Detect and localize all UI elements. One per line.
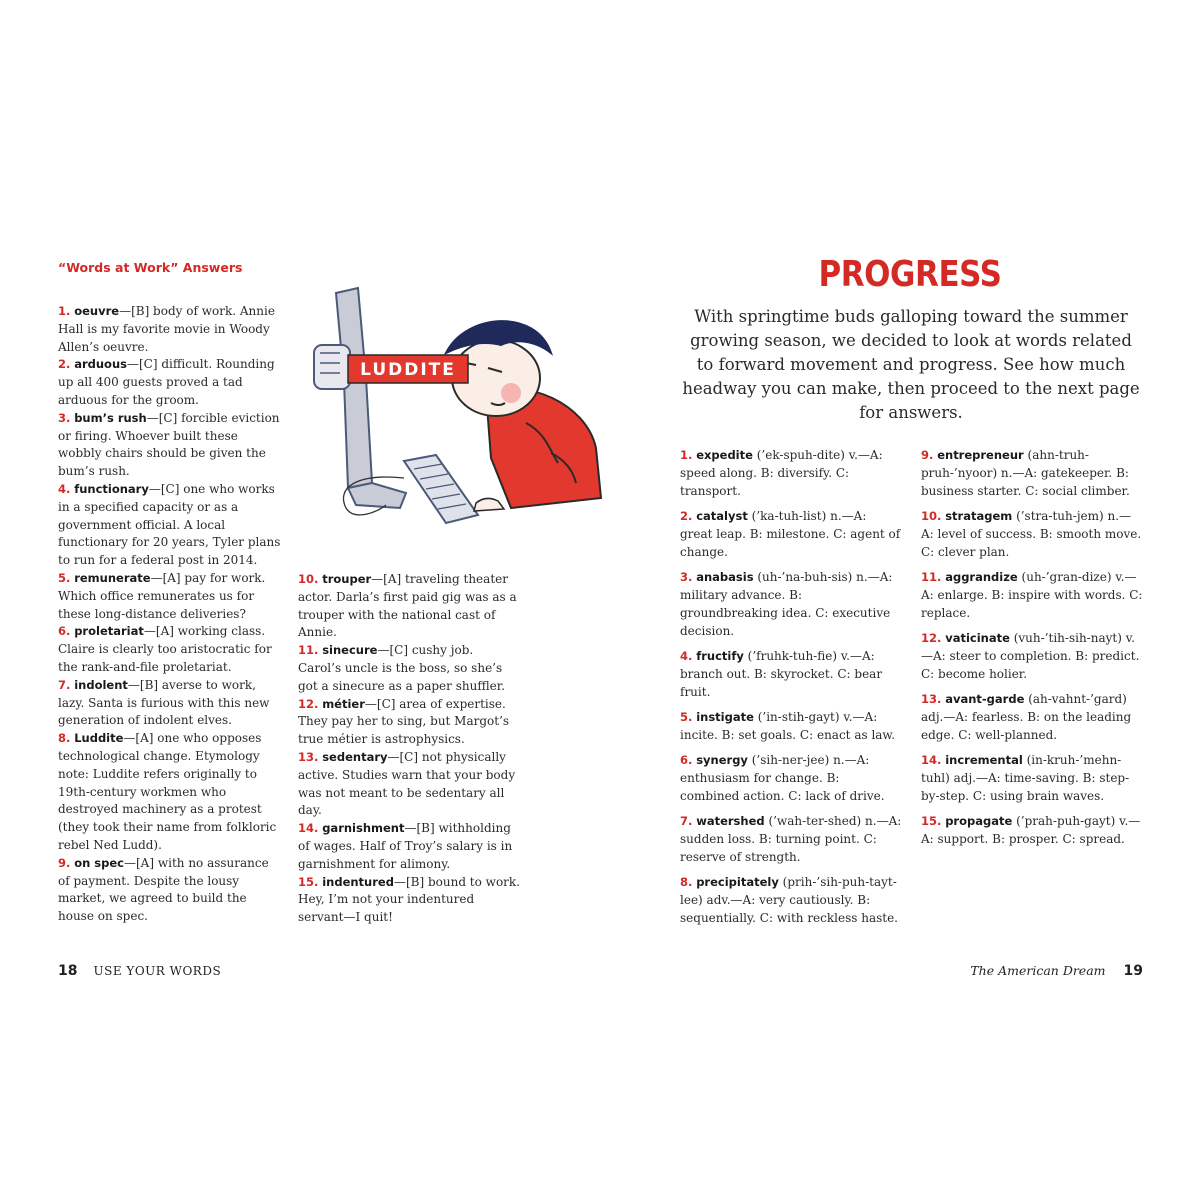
entry-number: 15. <box>921 814 942 828</box>
entry-number: 3. <box>58 410 71 425</box>
entry-number: 5. <box>680 710 693 724</box>
answers-column-2 <box>298 571 520 927</box>
answer-entry <box>298 749 520 820</box>
entry-text: —[B] averse to work, lazy. Santa is furious with this new generation of indolent elves. <box>58 677 270 728</box>
entry-term: anabasis <box>696 570 754 584</box>
entry-term: sinecure <box>322 643 378 658</box>
entry-text: —[A] pay for work. Which office remunerates us for these long-distance deliveries? <box>58 570 266 621</box>
question-entry <box>921 751 1143 805</box>
entry-text: (’ek-spuh-dite) v.—A: speed along. B: diversify. C: transport. <box>680 448 883 498</box>
question-entry <box>680 507 902 561</box>
page-number-left: 18 <box>58 963 78 979</box>
entry-number: 6. <box>58 624 71 639</box>
entry-term: proletariat <box>74 624 144 639</box>
entry-number: 14. <box>921 753 942 767</box>
entry-term: precipitately <box>696 875 779 889</box>
question-entry <box>680 708 902 744</box>
answer-entry <box>298 820 520 873</box>
entry-term: propagate <box>945 814 1013 828</box>
entry-term: garnishment <box>322 821 405 836</box>
page-title: PROGRESS <box>818 254 1002 295</box>
machine-arm-drawing <box>314 288 406 508</box>
entry-term: expedite <box>696 448 753 462</box>
entry-text: (in-kruh-’mehn-tuhl) adj.—A: time-saving. B: step-by-step. C: using brain waves. <box>921 753 1130 803</box>
entry-number: 10. <box>298 572 319 586</box>
answers-column-1 <box>58 303 282 926</box>
entry-number: 10. <box>921 509 942 523</box>
entry-text: —[C] one who works in a specified capacity or as a government official. A local functionary for 20 years, Tyler plans to run for a federal post in 2014. <box>58 481 281 568</box>
luddite-illustration <box>296 283 606 553</box>
question-entry <box>680 812 902 866</box>
entry-term: indentured <box>322 874 394 889</box>
entry-number: 12. <box>298 696 319 711</box>
entry-text: (’in-stih-gayt) v.—A: incite. B: set goals. C: enact as law. <box>680 710 896 742</box>
entry-number: 4. <box>680 649 693 663</box>
entry-term: bum’s rush <box>74 410 147 425</box>
answers-heading: “Words at Work” Answers <box>58 260 243 275</box>
answer-entry <box>58 481 282 570</box>
question-entry <box>921 568 1143 622</box>
banner-text: LUDDITE <box>360 360 456 380</box>
entry-text: (’wah-ter-shed) n.—A: sudden loss. B: turning point. C: reserve of strength. <box>680 814 902 864</box>
entry-text: (’prah-puh-gayt) v.—A: support. B: prosper. C: spread. <box>921 814 1141 846</box>
entry-text: —[B] body of work. Annie Hall is my favorite movie in Woody Allen’s oeuvre. <box>58 304 275 354</box>
entry-number: 1. <box>58 304 71 318</box>
answer-entry <box>298 571 520 642</box>
running-head-left: USE YOUR WORDS <box>93 964 222 978</box>
entry-text: (uh-’gran-dize) v.—A: enlarge. B: inspire with words. C: replace. <box>921 570 1143 620</box>
entry-number: 4. <box>58 481 71 496</box>
entry-text: —[B] withholding of wages. Half of Troy’s salary is in garnishment for alimony. <box>298 821 513 871</box>
entry-term: aggrandize <box>945 570 1018 584</box>
entry-number: 2. <box>58 357 71 372</box>
answer-entry <box>58 356 282 409</box>
entry-term: on spec <box>74 855 124 870</box>
entry-number: 7. <box>680 814 693 828</box>
entry-number: 15. <box>298 874 319 889</box>
entry-number: 13. <box>921 692 942 706</box>
running-head-right: The American Dream <box>970 963 1106 978</box>
entry-number: 7. <box>58 677 71 692</box>
question-entry <box>921 446 1143 500</box>
answer-entry <box>58 677 282 730</box>
entry-text: (’fruhk-tuh-fie) v.—A: branch out. B: skyrocket. C: bear fruit. <box>680 649 883 699</box>
entry-text: —[A] working class. Claire is clearly too aristocratic for the rank-and-file proletariat. <box>58 624 272 674</box>
entry-text: (prih-’sih-puh-tayt-lee) adv.—A: very cautiously. B: sequentially. C: with reckless haste. <box>680 875 898 925</box>
entry-number: 8. <box>680 875 693 889</box>
entry-text: —[A] with no assurance of payment. Despite the lousy market, we agreed to build the house on spec. <box>58 855 269 924</box>
entry-term: oeuvre <box>74 304 120 318</box>
entry-term: incremental <box>945 753 1023 767</box>
answer-entry <box>58 303 282 356</box>
entry-term: synergy <box>696 753 748 767</box>
question-entry <box>921 629 1143 683</box>
entry-text: —[C] area of expertise. They pay her to sing, but Margot’s true métier is astrophysics. <box>298 696 510 747</box>
entry-text: (vuh-’tih-sih-nayt) v.—A: steer to completion. B: predict. C: become holier. <box>921 631 1140 681</box>
entry-text: —[C] forcible eviction or firing. Whoever built these wobbly chairs should be given the bum’s rush. <box>58 410 280 479</box>
entry-term: Luddite <box>74 731 124 746</box>
answer-entry <box>298 874 520 927</box>
answer-entry <box>58 730 282 855</box>
question-entry <box>921 507 1143 561</box>
question-entry <box>680 647 902 701</box>
entry-term: trouper <box>322 572 372 586</box>
entry-term: indolent <box>74 677 128 692</box>
entry-term: arduous <box>74 357 127 372</box>
entry-number: 6. <box>680 753 693 767</box>
answer-entry <box>298 696 520 749</box>
entry-number: 14. <box>298 821 319 836</box>
question-entry <box>921 812 1143 848</box>
entry-text: (ahn-truh-pruh-’nyoor) n.—A: gatekeeper. B: business starter. C: social climber. <box>921 448 1130 498</box>
entry-term: vaticinate <box>945 631 1010 645</box>
entry-number: 9. <box>921 448 934 462</box>
entry-number: 1. <box>680 448 693 462</box>
entry-term: fructify <box>696 649 744 663</box>
entry-text: (’sih-ner-jee) n.—A: enthusiasm for change. B: combined action. C: lack of drive. <box>680 753 885 803</box>
entry-number: 3. <box>680 570 693 584</box>
luddite-person-drawing <box>446 321 601 511</box>
entry-text: (ah-vahnt-’gard) adj.—A: fearless. B: on the leading edge. C: well-planned. <box>921 692 1132 742</box>
questions-column-1 <box>680 446 902 934</box>
left-page-footer <box>58 963 221 979</box>
entry-number: 11. <box>298 643 319 658</box>
questions-column-2 <box>921 446 1143 855</box>
entry-number: 8. <box>58 731 71 746</box>
entry-term: avant-garde <box>945 692 1025 706</box>
answer-entry <box>58 855 282 926</box>
answer-entry <box>58 570 282 623</box>
entry-text: (’stra-tuh-jem) n.—A: level of success. B: smooth move. C: clever plan. <box>921 509 1142 559</box>
entry-number: 9. <box>58 855 71 870</box>
entry-term: métier <box>322 696 365 711</box>
entry-number: 5. <box>58 570 71 585</box>
entry-text: —[B] bound to work. Hey, I’m not your indentured servant—I quit! <box>298 874 520 925</box>
entry-text: (uh-’na-buh-sis) n.—A: military advance. B: groundbreaking idea. C: executive decision. <box>680 570 893 638</box>
question-entry <box>680 873 902 927</box>
entry-text: —[C] not physically active. Studies warn that your body was not meant to be sedentary all day. <box>298 749 516 818</box>
answer-entry <box>58 410 282 481</box>
entry-term: stratagem <box>945 509 1013 523</box>
entry-text: —[C] cushy job. Carol’s uncle is the boss, so she’s got a sinecure as a paper shuffler. <box>298 643 506 693</box>
right-page-footer <box>970 963 1143 979</box>
entry-term: sedentary <box>322 749 388 764</box>
entry-term: instigate <box>696 710 754 724</box>
entry-number: 2. <box>680 509 693 523</box>
entry-number: 11. <box>921 570 942 584</box>
question-entry <box>921 690 1143 744</box>
entry-term: catalyst <box>696 509 748 523</box>
entry-text: —[C] difficult. Rounding up all 400 guests proved a tad arduous for the groom. <box>58 357 275 407</box>
entry-number: 12. <box>921 631 942 645</box>
question-entry <box>680 568 902 640</box>
luddite-banner <box>348 355 468 383</box>
answer-entry <box>298 642 520 695</box>
entry-term: remunerate <box>74 570 151 585</box>
entry-number: 13. <box>298 749 319 764</box>
intro-paragraph: With springtime buds galloping toward the summer growing season, we decided to look at words related to forward movement and progress. See how much headway you can make, then proceed to the next page for answers. <box>682 307 1140 422</box>
page-number-right: 19 <box>1123 963 1143 979</box>
entry-text: —[A] one who opposes technological change. Etymology note: Luddite refers originally to 19th-century workmen who destroyed machinery as a protest (they took their name from folkloric rebel Ned Ludd). <box>58 731 277 852</box>
entry-term: entrepreneur <box>937 448 1024 462</box>
entry-term: watershed <box>696 814 765 828</box>
entry-text: (’ka-tuh-list) n.—A: great leap. B: milestone. C: agent of change. <box>680 509 901 559</box>
answer-entry <box>58 623 282 676</box>
question-entry <box>680 751 902 805</box>
entry-term: functionary <box>74 481 149 496</box>
entry-text: —[A] traveling theater actor. Darla’s first paid gig was as a trouper with the national cast of Annie. <box>298 572 517 640</box>
question-entry <box>680 446 902 500</box>
